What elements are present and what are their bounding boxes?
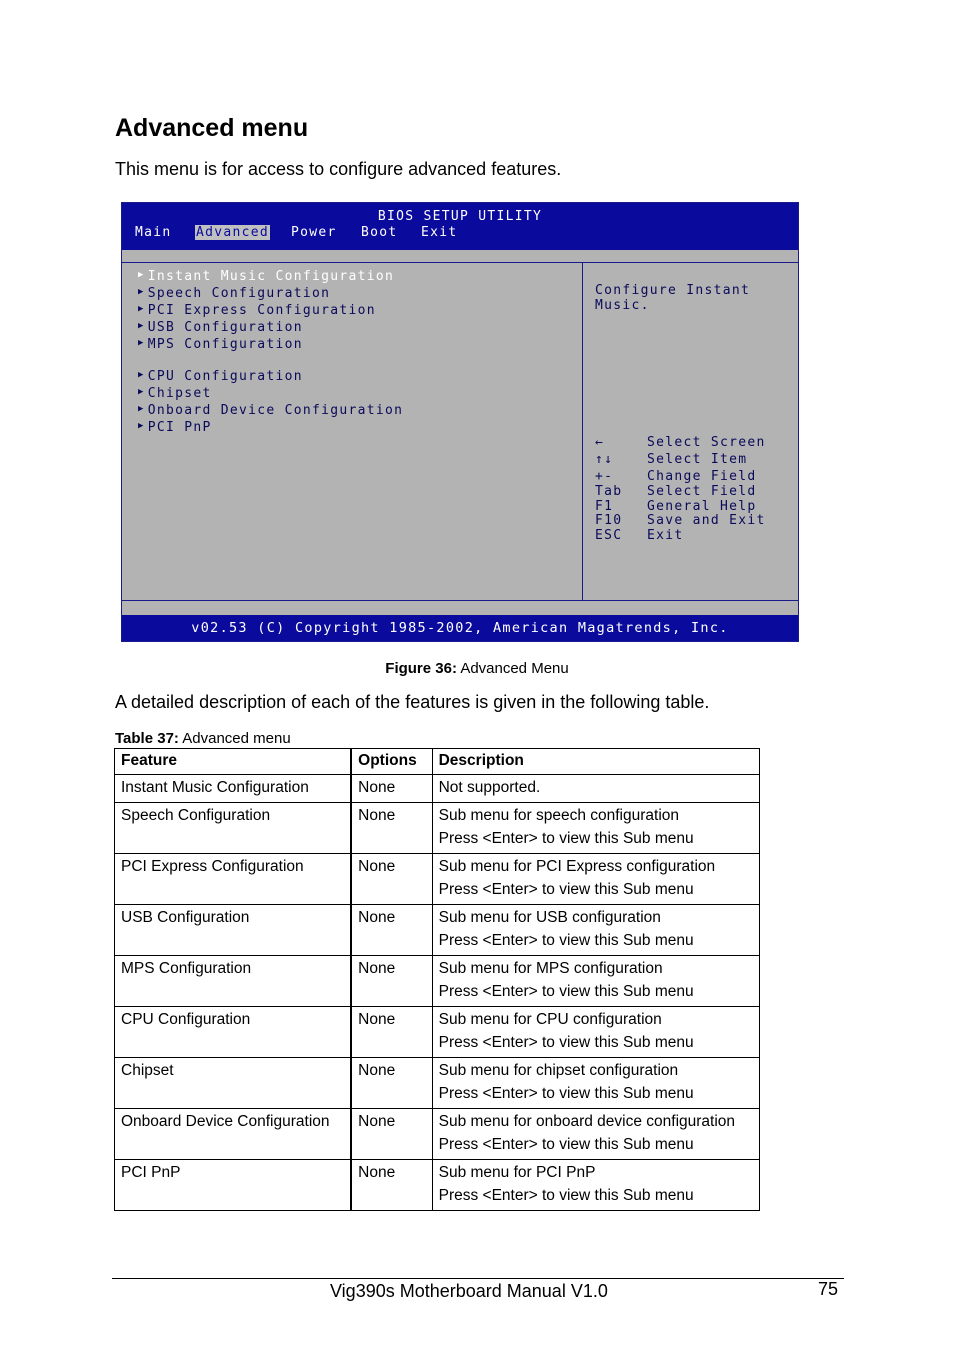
key-label: F10	[595, 513, 623, 528]
footer-title: Vig390s Motherboard Manual V1.0	[330, 1281, 608, 1301]
menu-item-label: Speech Configuration	[147, 286, 331, 301]
bios-menu-item-chipset[interactable]	[138, 386, 212, 401]
options-cell: None	[351, 1058, 432, 1109]
feature-cell: Instant Music Configuration	[115, 775, 352, 803]
bios-tab-advanced[interactable]: Advanced	[196, 225, 270, 240]
options-cell: None	[351, 803, 432, 854]
figure-caption	[0, 660, 954, 677]
key-action: Save and Exit	[647, 513, 766, 528]
options-cell: None	[351, 1109, 432, 1160]
description-cell	[432, 1058, 759, 1109]
key-legend-row	[595, 528, 684, 543]
key-legend-row	[595, 499, 757, 514]
page-number: 75	[818, 1279, 839, 1299]
description-cell	[432, 1109, 759, 1160]
feature-cell: PCI PnP	[115, 1160, 352, 1211]
menu-item-label: Chipset	[147, 386, 212, 401]
options-cell: None	[351, 1007, 432, 1058]
bios-menu-item-onboard[interactable]	[138, 403, 403, 418]
key-action: Select Item	[647, 452, 748, 467]
description-cell	[432, 905, 759, 956]
table-row	[115, 1058, 760, 1109]
bios-tab-main[interactable]: Main	[135, 225, 172, 240]
menu-item-label: Onboard Device Configuration	[147, 403, 404, 418]
submenu-arrow-icon: ▶	[138, 287, 145, 297]
table-caption	[115, 730, 291, 747]
table-row	[115, 1160, 760, 1211]
key-action: Change Field	[647, 469, 757, 484]
submenu-arrow-icon: ▶	[138, 338, 145, 348]
column-header-options: Options	[351, 749, 432, 775]
key-label: Tab	[595, 484, 623, 499]
bios-menu-item-cpu[interactable]	[138, 369, 303, 384]
key-legend-row	[595, 484, 757, 499]
table-header-row	[115, 749, 760, 775]
bios-menu-item-mps[interactable]	[138, 337, 303, 352]
bios-help-panel	[583, 263, 798, 600]
feature-cell: PCI Express Configuration	[115, 854, 352, 905]
bios-menu-panel	[122, 263, 583, 600]
feature-cell: Onboard Device Configuration	[115, 1109, 352, 1160]
submenu-arrow-icon: ▶	[138, 404, 145, 414]
description-line: Press <Enter> to view this Sub menu	[438, 1136, 694, 1153]
feature-table	[114, 748, 760, 1211]
key-label: +-	[595, 469, 614, 484]
column-header-feature: Feature	[115, 749, 352, 775]
key-action: Exit	[647, 528, 684, 543]
description-line: Sub menu for USB configuration	[438, 909, 661, 926]
feature-cell: Chipset	[115, 1058, 352, 1109]
bios-screenshot	[121, 202, 799, 642]
key-label: ←	[595, 435, 605, 450]
key-action: Select Field	[647, 484, 757, 499]
submenu-arrow-icon: ▶	[138, 421, 145, 431]
description-line: Press <Enter> to view this Sub menu	[438, 983, 694, 1000]
key-action: General Help	[647, 499, 757, 514]
menu-item-label: Instant Music Configuration	[147, 269, 395, 284]
description-line: Sub menu for MPS configuration	[438, 960, 663, 977]
options-cell: None	[351, 775, 432, 803]
menu-item-label: PCI Express Configuration	[147, 303, 376, 318]
page-title: Advanced menu	[115, 114, 309, 142]
key-action: Select Screen	[647, 435, 766, 450]
table-row	[115, 803, 760, 854]
bios-menu-item-pci-pnp[interactable]	[138, 420, 212, 435]
key-legend-row	[595, 469, 757, 484]
submenu-arrow-icon: ▶	[138, 370, 145, 380]
description-line: Press <Enter> to view this Sub menu	[438, 1034, 694, 1051]
description-line: Not supported.	[438, 779, 541, 796]
feature-cell: CPU Configuration	[115, 1007, 352, 1058]
table-caption-label: Table 37:	[115, 730, 179, 747]
bios-menu-item-instant-music[interactable]	[138, 269, 394, 284]
bios-copyright-bar: v02.53 (C) Copyright 1985-2002, American Magatrends, Inc.	[122, 615, 798, 641]
key-label: ESC	[595, 528, 623, 543]
description-line: Press <Enter> to view this Sub menu	[438, 830, 694, 847]
description-line: Sub menu for onboard device configuration	[438, 1113, 736, 1130]
table-caption-text: Advanced menu	[182, 730, 291, 747]
description-cell	[432, 775, 759, 803]
description-cell	[432, 956, 759, 1007]
description-cell	[432, 1007, 759, 1058]
description-line: Press <Enter> to view this Sub menu	[438, 881, 694, 898]
submenu-arrow-icon: ▶	[138, 387, 145, 397]
options-cell: None	[351, 854, 432, 905]
key-legend-row	[595, 513, 766, 528]
description-line: Press <Enter> to view this Sub menu	[438, 1187, 694, 1204]
table-row	[115, 1109, 760, 1160]
bios-tab-power[interactable]: Power	[291, 225, 337, 240]
key-label: ↑↓	[595, 452, 614, 467]
bios-divider	[122, 600, 798, 614]
description-line: Sub menu for PCI PnP	[438, 1164, 596, 1181]
bios-header	[122, 203, 798, 250]
bios-help-text: Configure Instant Music.	[595, 283, 751, 313]
table-row	[115, 905, 760, 956]
description-line: Press <Enter> to view this Sub menu	[438, 1085, 694, 1102]
key-legend-row	[595, 435, 766, 450]
bios-tab-boot[interactable]: Boot	[361, 225, 398, 240]
description-line: Sub menu for CPU configuration	[438, 1011, 662, 1028]
table-row	[115, 775, 760, 803]
intro-paragraph: This menu is for access to configure advanced features.	[115, 159, 562, 179]
menu-item-label: CPU Configuration	[147, 369, 303, 384]
table-intro-paragraph: A detailed description of each of the features is given in the following table.	[115, 692, 710, 712]
description-line: Sub menu for speech configuration	[438, 807, 680, 824]
menu-item-label: MPS Configuration	[147, 337, 303, 352]
description-line: Press <Enter> to view this Sub menu	[438, 932, 694, 949]
figure-caption-label: Figure 36:	[385, 660, 457, 677]
figure-caption-text: Advanced Menu	[460, 660, 569, 677]
key-label: F1	[595, 499, 614, 514]
menu-item-label: PCI PnP	[147, 420, 212, 435]
description-cell	[432, 1160, 759, 1211]
description-cell	[432, 854, 759, 905]
bios-divider	[122, 250, 798, 263]
options-cell: None	[351, 905, 432, 956]
menu-item-label: USB Configuration	[147, 320, 303, 335]
column-header-description: Description	[432, 749, 759, 775]
feature-cell: MPS Configuration	[115, 956, 352, 1007]
table-row	[115, 854, 760, 905]
submenu-arrow-icon: ▶	[138, 321, 145, 331]
feature-cell: Speech Configuration	[115, 803, 352, 854]
submenu-arrow-icon: ▶	[138, 304, 145, 314]
description-line: Sub menu for chipset configuration	[438, 1062, 679, 1079]
bios-menu-item-usb[interactable]	[138, 320, 303, 335]
submenu-arrow-icon: ▶	[138, 270, 145, 280]
description-line: Sub menu for PCI Express configuration	[438, 858, 716, 875]
table-row	[115, 956, 760, 1007]
bios-title: BIOS SETUP UTILITY	[377, 209, 543, 224]
table-row	[115, 1007, 760, 1058]
bios-tab-exit[interactable]: Exit	[421, 225, 458, 240]
key-legend-row	[595, 452, 747, 467]
options-cell: None	[351, 1160, 432, 1211]
footer-rule	[112, 1278, 844, 1279]
bios-menu-item-speech[interactable]	[138, 286, 330, 301]
description-cell	[432, 803, 759, 854]
options-cell: None	[351, 956, 432, 1007]
feature-cell: USB Configuration	[115, 905, 352, 956]
bios-menu-item-pci-express[interactable]	[138, 303, 376, 318]
